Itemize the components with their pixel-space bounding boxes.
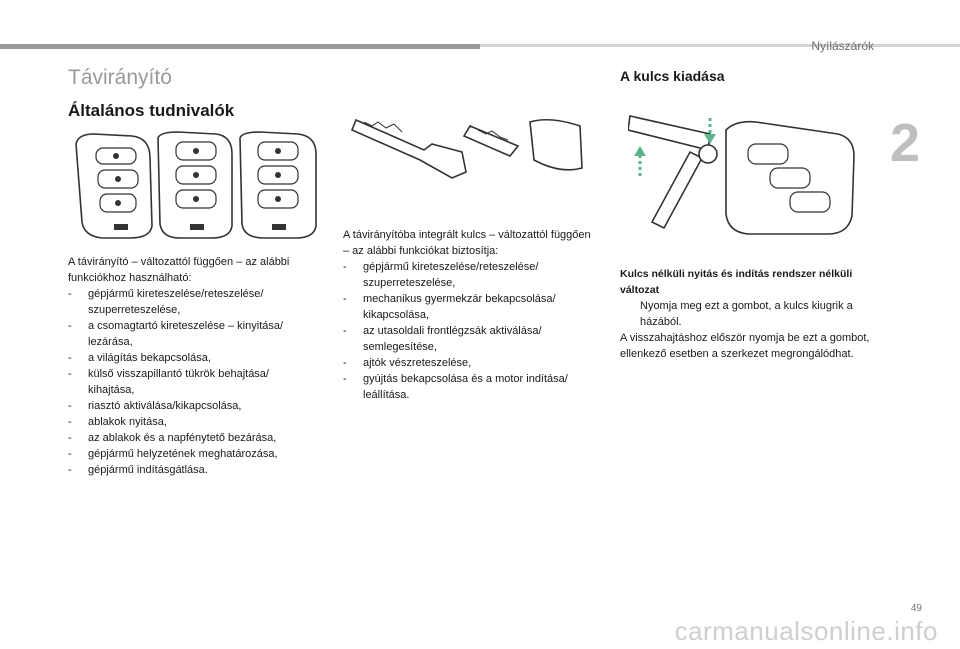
list-item: - az ablakok és a napfénytető bezárása, <box>68 430 313 446</box>
general-list <box>68 286 313 478</box>
watermark: carmanualsonline.info <box>674 616 938 646</box>
header-rule-light <box>480 44 960 47</box>
instruction-text: Nyomja meg ezt a gombot, a kulcs kiugrik a házából. <box>640 300 853 328</box>
list-item: - gépjármű kireteszelése/reteszelése/ szuperreteszelése, <box>68 286 313 318</box>
header-rule-dark <box>0 44 480 49</box>
integrated-key-intro: A távirányítóba integrált kulcs – változattól függően – az alábbi funkciókat biztosítja: <box>343 229 591 257</box>
page-title: Távirányító <box>68 66 172 89</box>
list-item: - gépjármű indításgátlása. <box>68 462 313 478</box>
chapter-number: 2 <box>890 113 921 173</box>
general-intro: A távirányító – változattól függően – az alábbi funkciókhoz használható: <box>68 256 290 284</box>
integrated-key-list <box>343 259 593 403</box>
integrated-key-text <box>343 227 593 403</box>
list-item: - gépjármű helyzetének meghatározása, <box>68 446 313 462</box>
list-item: - ablakok nyitása, <box>68 414 313 430</box>
section-header: Nyílászárók <box>811 39 874 53</box>
key-release-heading: A kulcs kiadása <box>620 68 725 84</box>
key-release-note: A visszahajtáshoz először nyomja be ezt a gombot, ellenkező esetben a szerkezet megrongálódhat. <box>620 332 870 360</box>
key-release-text <box>620 266 880 362</box>
instruction-item <box>620 298 880 330</box>
list-item: - riasztó aktiválása/kikapcsolása, <box>68 398 313 414</box>
list-item: - ajtók vészreteszelése, <box>343 355 593 371</box>
list-item: - külső visszapillantó tükrök behajtása/ kihajtása, <box>68 366 313 398</box>
general-heading: Általános tudnivalók <box>68 101 235 120</box>
list-item: - mechanikus gyermekzár bekapcsolása/ kikapcsolása, <box>343 291 593 323</box>
list-item: - a világítás bekapcsolása, <box>68 350 313 366</box>
page-number: 49 <box>910 603 922 614</box>
general-text <box>68 254 313 478</box>
key-release-illustration <box>628 108 860 244</box>
list-item: - az utasoldali frontlégzsák aktiválása/ semlegesítése, <box>343 323 593 355</box>
integrated-key-illustration <box>350 112 586 184</box>
key-release-subheading: Kulcs nélküli nyitás és indítás rendszer nélküli változat <box>620 268 853 296</box>
list-item: - a csomagtartó kireteszelése – kinyitása/ lezárása, <box>68 318 313 350</box>
remote-fobs-illustration <box>68 130 330 242</box>
list-item: - gyújtás bekapcsolása és a motor indítása/ leállítása. <box>343 371 593 403</box>
list-item: - gépjármű kireteszelése/reteszelése/ szuperreteszelése, <box>343 259 593 291</box>
